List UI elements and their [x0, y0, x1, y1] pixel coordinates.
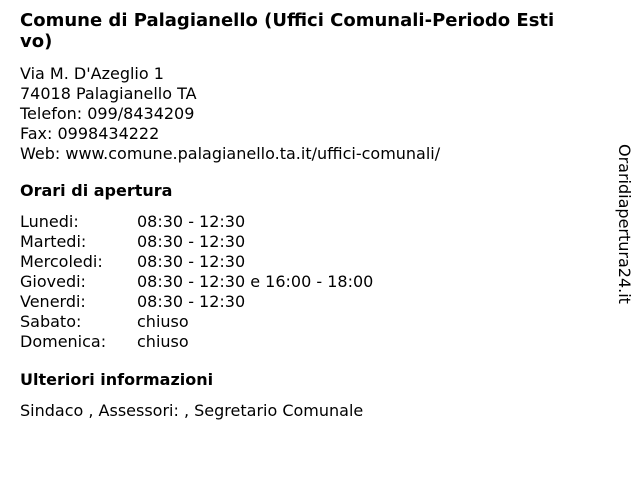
phone-number: Telefon: 099/8434209: [20, 104, 195, 123]
additional-info-heading: Ulteriori informazioni: [20, 370, 214, 389]
day-label: Lunedi:: [20, 212, 79, 231]
hours-row-monday: [20, 212, 592, 232]
page-title: [20, 10, 592, 52]
day-label: Giovedi:: [20, 272, 86, 291]
postal-city: 74018 Palagianello TA: [20, 84, 197, 103]
time-value: 08:30 - 12:30: [137, 232, 246, 251]
time-value: chiuso: [137, 332, 189, 351]
day-label: Sabato:: [20, 312, 82, 331]
time-value: chiuso: [137, 312, 189, 331]
fax-number: Fax: 0998434222: [20, 124, 160, 143]
time-value: 08:30 - 12:30: [137, 212, 246, 231]
website: Web: www.comune.palagianello.ta.it/uffici-comunali/: [20, 144, 441, 163]
hours-row-friday: [20, 292, 592, 312]
time-value: 08:30 - 12:30 e 16:00 - 18:00: [137, 272, 374, 291]
day-label: Venerdi:: [20, 292, 86, 311]
watermark-text: Oraridiapertura24.it: [615, 144, 634, 304]
address-block: [20, 64, 592, 164]
time-value: 08:30 - 12:30: [137, 252, 246, 271]
site-watermark: [612, 136, 636, 312]
time-value: 08:30 - 12:30: [137, 292, 246, 311]
additional-info-text: Sindaco , Assessori: , Segretario Comunale: [20, 401, 364, 420]
hours-row-saturday: [20, 312, 592, 332]
page-title-line-2: vo): [20, 31, 53, 52]
listing-content: [20, 10, 592, 421]
hours-row-sunday: [20, 332, 592, 352]
hours-row-wednesday: [20, 252, 592, 272]
hours-row-thursday: [20, 272, 592, 292]
opening-hours-table: [20, 212, 592, 352]
street-address: Via M. D'Azeglio 1: [20, 64, 164, 83]
day-label: Martedi:: [20, 232, 87, 251]
page-title-line-1: Comune di Palagianello (Uffici Comunali-Periodo Esti: [20, 10, 555, 31]
opening-hours-heading: Orari di apertura: [20, 181, 173, 200]
day-label: Domenica:: [20, 332, 107, 351]
hours-row-tuesday: [20, 232, 592, 252]
day-label: Mercoledi:: [20, 252, 103, 271]
